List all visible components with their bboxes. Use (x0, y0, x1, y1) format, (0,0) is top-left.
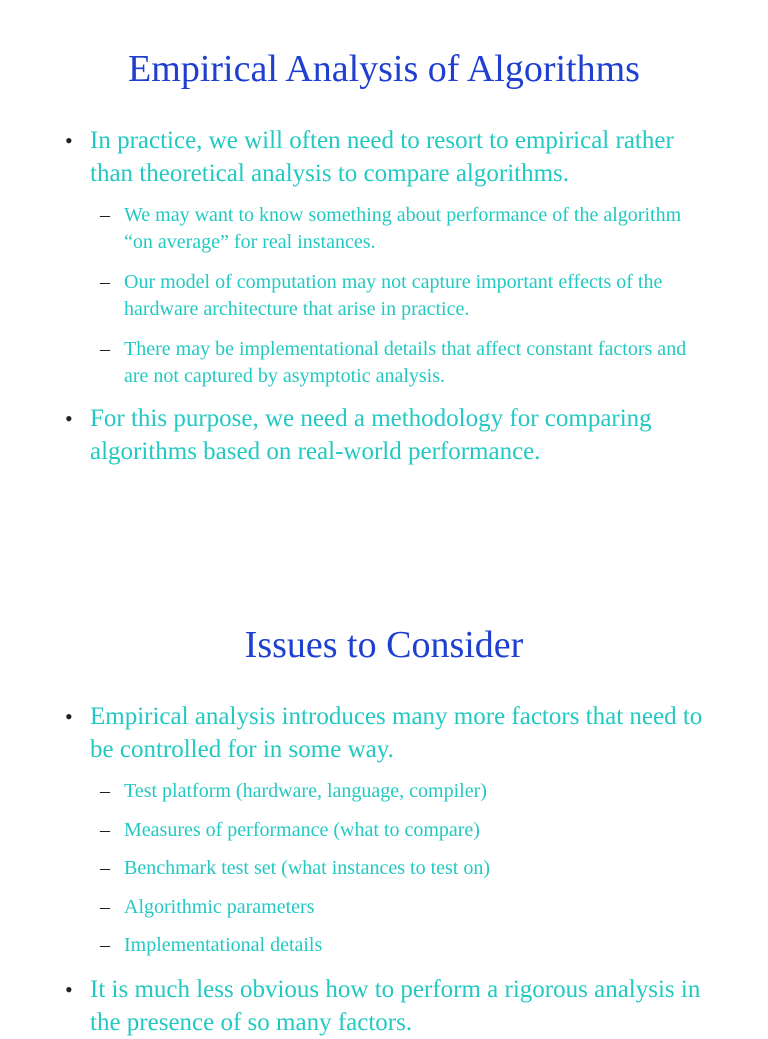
slide2-title: Issues to Consider (244, 624, 524, 666)
slide1-bullet-2 (65, 402, 710, 468)
bullet-marker: • (65, 128, 73, 153)
slide1-sub-2 (100, 269, 698, 323)
dash-marker: – (100, 204, 110, 226)
dash-marker: – (100, 857, 110, 879)
slide2-sub-1 (100, 778, 698, 805)
bullet-text: In practice, we will often need to resort to empirical rather than theoretical analysis to compare algorithms. (90, 127, 674, 187)
sub-text: We may want to know something about performance of the algorithm “on average” for real instances. (124, 204, 682, 253)
dash-marker: – (100, 934, 110, 956)
dash-marker: – (100, 271, 110, 293)
slide2-bullet-2 (65, 973, 710, 1039)
sub-text: Measures of performance (what to compare) (124, 819, 480, 841)
dash-marker: – (100, 819, 110, 841)
sub-text: Implementational details (124, 934, 323, 956)
dash-marker: – (100, 896, 110, 918)
sub-text: Benchmark test set (what instances to test on) (124, 857, 491, 879)
sub-text: Algorithmic parameters (124, 896, 315, 918)
slide1-title: Empirical Analysis of Algorithms (128, 48, 640, 90)
bullet-text: It is much less obvious how to perform a rigorous analysis in the presence of so many factors. (90, 976, 701, 1036)
sub-text: There may be implementational details that affect constant factors and are not captured by asymptotic analysis. (124, 338, 687, 387)
slide2-bullet-1 (65, 700, 710, 766)
dash-marker: – (100, 780, 110, 802)
slide2-sub-3 (100, 855, 698, 882)
dash-marker: – (100, 338, 110, 360)
slide2-sub-5 (100, 932, 698, 959)
bullet-marker: • (65, 977, 73, 1002)
bullet-text: Empirical analysis introduces many more factors that need to be controlled for in some way. (90, 703, 703, 763)
slide1-bullet-1 (65, 124, 710, 190)
sub-text: Our model of computation may not capture important effects of the hardware architecture that arise in practice. (124, 271, 663, 320)
slide1-sub-3 (100, 336, 698, 390)
slide2-sub-4 (100, 894, 698, 921)
slide2-sub-2 (100, 817, 698, 844)
bullet-text: For this purpose, we need a methodology for comparing algorithms based on real-world performance. (90, 405, 652, 465)
slide1-sub-1 (100, 202, 698, 256)
sub-text: Test platform (hardware, language, compiler) (124, 780, 487, 802)
bullet-marker: • (65, 406, 73, 431)
bullet-marker: • (65, 704, 73, 729)
